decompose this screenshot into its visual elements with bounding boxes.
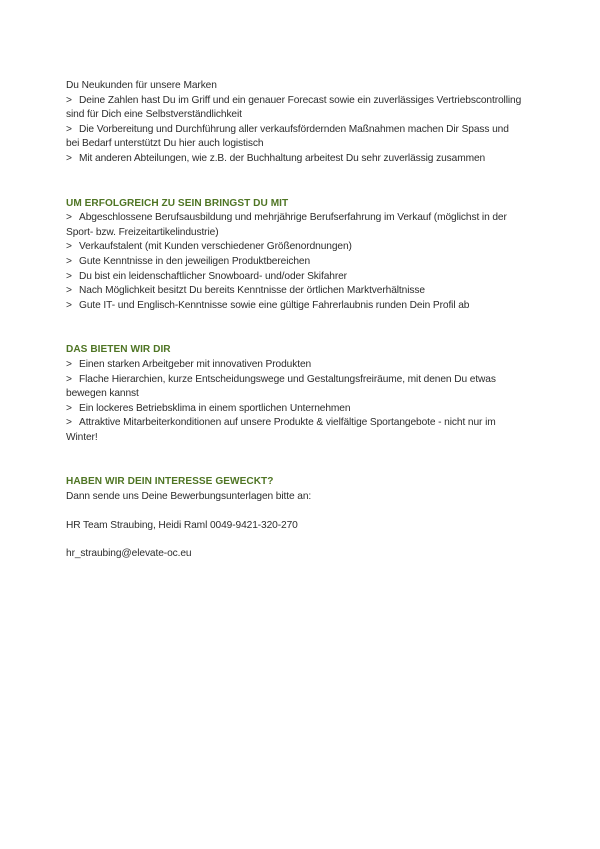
- chevron-bullet-icon: >: [66, 212, 72, 224]
- list-item: [66, 416, 524, 445]
- contact-instruction: Dann sende uns Deine Bewerbungsunterlagen bitte an:: [66, 491, 312, 503]
- chevron-bullet-icon: >: [66, 299, 72, 311]
- chevron-bullet-icon: >: [66, 255, 72, 267]
- list-item-text: Gute IT- und Englisch-Kenntnisse sowie eine gültige Fahrerlaubnis runden Dein Profil ab: [79, 299, 470, 311]
- section-heading-requirements: UM ERFOLGREICH ZU SEIN BRINGST DU MIT: [66, 197, 289, 209]
- chevron-bullet-icon: >: [66, 285, 72, 297]
- chevron-bullet-icon: >: [66, 358, 72, 370]
- list-item-text: Abgeschlossene Berufsausbildung und mehrjährige Berufserfahrung im Verkauf (möglichst in der Sport- bzw. Freizeitartikelindustrie): [66, 212, 507, 238]
- list-item-text: Attraktive Mitarbeiterkonditionen auf unsere Produkte & vielfältige Sportangebote - nicht nur im Winter!: [66, 417, 496, 443]
- list-item: [66, 270, 524, 285]
- list-item: [66, 152, 524, 167]
- intro-lead-line: Du Neukunden für unsere Marken: [66, 80, 217, 91]
- section-spacer: [66, 313, 524, 343]
- chevron-bullet-icon: >: [66, 152, 72, 164]
- chevron-bullet-icon: >: [66, 270, 72, 282]
- chevron-bullet-icon: >: [66, 417, 72, 429]
- chevron-bullet-icon: >: [66, 123, 72, 135]
- list-item: [66, 255, 524, 270]
- chevron-bullet-icon: >: [66, 373, 72, 385]
- list-item: [66, 358, 524, 373]
- list-item-text: Ein lockeres Betriebsklima in einem sportlichen Unternehmen: [79, 402, 351, 414]
- section-spacer: [66, 167, 524, 197]
- chevron-bullet-icon: >: [66, 402, 72, 414]
- section-spacer: [66, 445, 524, 475]
- list-item-text: Mit anderen Abteilungen, wie z.B. der Buchhaltung arbeitest Du sehr zuverlässig zusammen: [79, 152, 486, 164]
- list-item-text: Die Vorbereitung und Durchführung aller verkaufsfördernden Maßnahmen machen Dir Spass und bei Bedarf unterstützt Du hier auch logistisch: [66, 123, 509, 150]
- document-body: [66, 79, 524, 562]
- intro-section: [66, 79, 524, 167]
- list-item: [66, 240, 524, 255]
- requirements-section: [66, 197, 524, 314]
- list-item-text: Verkaufstalent (mit Kunden verschiedener Größenordnungen): [79, 241, 352, 253]
- list-item: [66, 94, 524, 123]
- list-item-text: Nach Möglichkeit besitzt Du bereits Kenntnisse der örtlichen Marktverhältnisse: [79, 285, 425, 297]
- list-item: [66, 373, 524, 402]
- contact-section: [66, 475, 524, 561]
- contact-email: hr_straubing@elevate-oc.eu: [66, 548, 192, 560]
- list-item: [66, 402, 524, 417]
- list-item-text: Einen starken Arbeitgeber mit innovativen Produkten: [79, 358, 312, 370]
- section-heading-offer: DAS BIETEN WIR DIR: [66, 344, 171, 356]
- contact-recipient: HR Team Straubing, Heidi Raml 0049-9421-320-270: [66, 519, 298, 531]
- list-item-text: Deine Zahlen hast Du im Griff und ein genauer Forecast sowie ein zuverlässiges Vertriebscontrolling sind für Dich eine Selbstverständlichkeit: [66, 94, 522, 121]
- list-item: [66, 284, 524, 299]
- offer-section: [66, 343, 524, 445]
- list-item-text: Gute Kenntnisse in den jeweiligen Produktbereichen: [79, 255, 311, 267]
- list-item: [66, 299, 524, 314]
- chevron-bullet-icon: >: [66, 94, 72, 106]
- paragraph-spacer: [66, 505, 524, 519]
- list-item-text: Du bist ein leidenschaftlicher Snowboard- und/oder Skifahrer: [79, 270, 347, 282]
- chevron-bullet-icon: >: [66, 241, 72, 253]
- paragraph-spacer: [66, 533, 524, 547]
- list-item-text: Flache Hierarchien, kurze Entscheidungswege und Gestaltungsfreiräume, mit denen Du etwas bewegen kannst: [66, 373, 496, 400]
- section-heading-contact: HABEN WIR DEIN INTERESSE GEWECKT?: [66, 476, 274, 488]
- list-item: [66, 211, 524, 240]
- list-item: [66, 123, 524, 152]
